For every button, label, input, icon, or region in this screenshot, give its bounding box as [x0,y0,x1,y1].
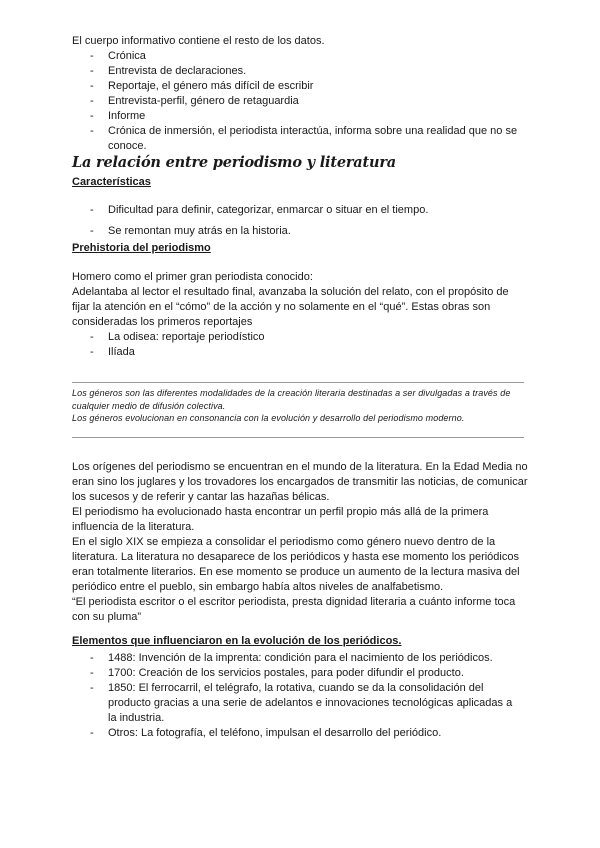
list-item: - Dificultad para definir, categorizar, enmarcar o situar en el tiempo. [72,203,532,218]
list-item: - 1850: El ferrocarril, el telégrafo, la rotativa, cuando se da la consolidación del producto gracias a una serie de adelantos e innovaciones tecnológicas aplicadas a la industria. [72,681,522,726]
note-line: Los géneros son las diferentes modalidades de la creación literaria destinadas a ser divulgadas a través de cualquier medio de difusión colectiva. [72,388,511,411]
list-item: - Se remontan muy atrás en la historia. [72,224,532,239]
prehistory-heading: Prehistoria del periodismo [72,242,211,254]
genres-block [72,34,532,154]
list-item: - Entrevista-perfil, género de retaguardia [72,94,532,109]
list-item: - 1700: Creación de los servicios postales, para poder difundir el producto. [72,666,522,681]
elements-list [72,651,522,741]
list-item: - Ilíada [72,345,532,360]
characteristics-list [72,203,532,239]
note-line: Los géneros evolucionan en consonancia con la evolución y desarrollo del periodismo moderno. [72,413,465,423]
list-item: - 1488: Invención de la imprenta: condición para el nacimiento de los periódicos. [72,651,522,666]
prehistory-text: Adelantaba al lector el resultado final, avanzaba la solución del relato, con el propósito de fijar la atención en el “cómo” de la acción y no solamente en el “qué”. Estas obras son consideradas los primeros reportajes [72,286,509,328]
elements-heading: Elementos que influenciaron en la evolución de los periódicos. [72,635,402,647]
divider-bottom [72,437,524,438]
list-item: - Reportaje, el género más difícil de escribir [72,79,532,94]
list-item: - Otros: La fotografía, el teléfono, impulsan el desarrollo del periódico. [72,726,522,741]
genres-note [72,387,517,425]
origins-paragraph: En el siglo XIX se empieza a consolidar el periodismo como género nuevo dentro de la literatura. La literatura no desaparece de los periódicos y hasta ese momento los periódicos eran totalmente literarios. En ese momento se produce un aumento de la lectura masiva del periódico entre el pueblo, sin embargo había altos niveles de analfabetismo. [72,536,520,593]
origins-paragraph: Los orígenes del periodismo se encuentran en el mundo de la literatura. En la Edad Media no eran sino los juglares y los trovadores los encargados de transmitir las noticias, de comunicar los sucesos y de referir y cantar las hazañas bélicas. [72,461,528,503]
section-title: La relación entre periodismo y literatura [72,154,396,171]
origins-section [72,460,530,625]
list-item: - Informe [72,109,532,124]
origins-paragraph: El periodismo ha evolucionado hasta encontrar un perfil propio más allá de la primera influencia de la literatura. [72,506,489,533]
prehistory-list [72,330,532,360]
prehistory-paragraph [72,270,527,330]
list-item: - Crónica [72,49,532,64]
genres-list [72,49,532,154]
body-intro: El cuerpo informativo contiene el resto de los datos. [72,35,325,47]
origins-quote: “El periodista escritor o el escritor periodista, presta dignidad literaria a cuánto informe toca con su pluma” [72,596,516,623]
list-item: - Entrevista de declaraciones. [72,64,532,79]
characteristics-heading: Características [72,176,151,188]
prehistory-line: Homero como el primer gran periodista conocido: [72,271,313,283]
divider-top [72,382,524,383]
list-item: - Crónica de inmersión, el periodista interactúa, informa sobre una realidad que no se conoce. [72,124,518,154]
list-item: - La odisea: reportaje periodístico [72,330,532,345]
